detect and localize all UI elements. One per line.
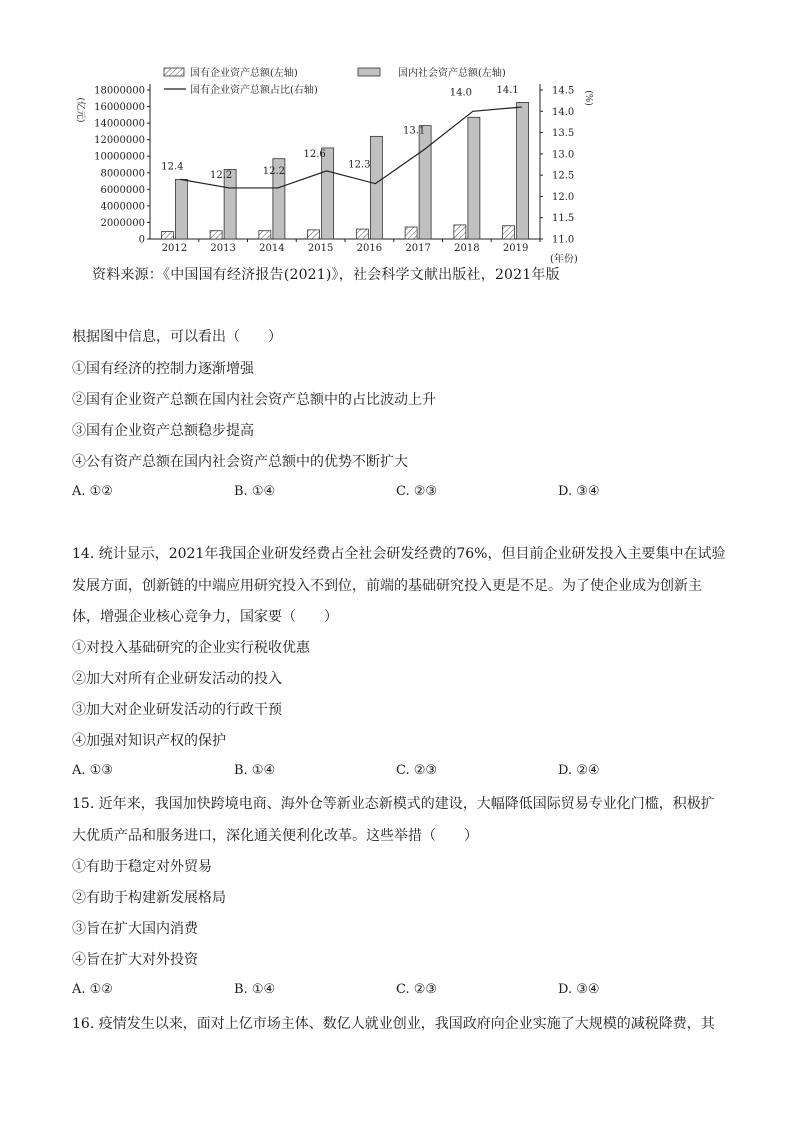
left-axis-label: (亿元) [75,97,85,123]
bar-state-assets [356,229,368,239]
chart-axes [75,84,594,265]
q15-option-d[interactable]: D. ③④ [558,982,600,997]
left-tick-label: 0 [138,234,145,246]
q14-line-1: 14. 统计显示，2021年我国企业研发经费占全社会研发经费的76%，但目前企业研发投入主要集中在试验 [72,546,726,562]
bar-state-assets [405,227,417,239]
bar-social-assets [468,117,480,239]
bar-state-assets [161,232,173,239]
q16-line-1: 16. 疫情发生以来，面对上亿市场主体、数亿人就业创业，我国政府向企业实施了大规模的减税降费，其 [72,1016,715,1032]
share-data-label: 14.1 [496,85,519,97]
share-point [375,183,376,184]
x-tick-label: 2013 [210,243,236,254]
q15-option-b[interactable]: B. ①④ [234,982,276,997]
q13-option-b[interactable]: B. ①④ [234,484,276,499]
legend-label-social-assets: 国内社会资产总额(左轴) [398,68,506,79]
share-point [521,107,522,108]
q14-item-3: ③加大对企业研发活动的行政干预 [72,702,282,718]
left-tick-label: 2000000 [100,217,145,229]
share-data-label: 12.4 [161,161,184,173]
right-tick-label: 11.5 [552,213,575,225]
bar-state-assets [454,225,466,239]
q14-option-a[interactable]: A. ①③ [72,763,113,778]
q13-item-3: ③国有企业资产总额稳步提高 [72,423,254,439]
q13-option-d[interactable]: D. ③④ [558,484,600,499]
bar-state-assets [308,230,320,239]
q15-item-3: ③旨在扩大国内消费 [72,921,198,937]
q14-item-4: ④加强对知识产权的保护 [72,733,226,749]
bar-social-assets [517,102,529,239]
share-data-label: 13.1 [402,125,426,137]
x-tick-label: 2017 [405,243,431,254]
x-tick-label: 2018 [454,243,480,254]
legend-swatch-social-assets [358,68,380,76]
right-tick-label: 13.0 [552,149,575,161]
q14-option-c[interactable]: C. ②③ [396,763,438,778]
right-tick-label: 12.5 [552,170,575,182]
q15-item-4: ④旨在扩大对外投资 [72,952,198,968]
right-tick-label: 14.5 [552,85,575,97]
left-tick-label: 8000000 [100,168,145,180]
left-tick-label: 16000000 [94,102,145,114]
asset-chart [68,58,598,270]
share-point [180,179,181,180]
right-axis-label: (%) [583,90,593,106]
q15-item-2: ②有助于构建新发展格局 [72,890,226,906]
right-tick-label: 14.0 [552,106,575,118]
share-data-label: 14.0 [449,87,473,99]
x-tick-label: 2016 [356,243,383,254]
share-data-label: 12.3 [348,159,371,171]
q13-item-1: ①国有经济的控制力逐渐增强 [72,361,254,377]
bar-social-assets [419,126,431,239]
right-tick-label: 12.0 [552,191,575,203]
share-point [277,187,278,188]
chart-source: 资料来源：《中国国有经济报告(2021)》，社会科学文献出版社，2021年版 [92,267,560,283]
q14-item-1: ①对投入基础研究的企业实行税收优惠 [72,640,310,656]
q14-item-2: ②加大对所有企业研发活动的投入 [72,671,282,687]
bar-state-assets [210,231,222,239]
q15-option-a[interactable]: A. ①② [72,982,113,997]
left-tick-label: 12000000 [94,135,145,147]
q14-option-b[interactable]: B. ①④ [234,763,276,778]
q13-option-a[interactable]: A. ①② [72,484,113,499]
q14-option-d[interactable]: D. ②④ [558,763,600,778]
bar-social-assets [322,148,334,239]
q15-line-1: 15. 近年来，我国加快跨境电商、海外仓等新业态新模式的建设，大幅降低国际贸易专业化门槛，积极扩 [72,796,715,812]
q15-line-2: 大优质产品和服务进口，深化通关便利化改革。这些举措（ ） [72,828,478,844]
share-point [472,111,473,112]
bar-social-assets [370,136,382,239]
bar-state-assets [259,231,271,239]
share-point [326,170,327,171]
q13-stem: 根据图中信息，可以看出（ ） [72,329,282,345]
q15-item-1: ①有助于稳定对外贸易 [72,859,212,875]
share-data-label: 12.6 [303,148,326,160]
left-tick-label: 4000000 [100,201,145,213]
left-tick-label: 14000000 [94,118,145,130]
q15-option-c[interactable]: C. ②③ [396,982,438,997]
q14-line-3: 体，增强企业核心竞争力，国家要（ ） [72,609,338,625]
q13-item-4: ④公有资产总额在国内社会资产总额中的优势不断扩大 [72,454,408,470]
share-data-label: 12.2 [209,169,233,181]
x-tick-label: 2014 [259,243,285,254]
bar-social-assets [175,179,187,239]
legend-swatch-state-assets [164,68,184,76]
share-point [424,149,425,150]
right-tick-label: 11.0 [552,234,575,246]
q13-item-2: ②国有企业资产总额在国内社会资产总额中的占比波动上升 [72,392,436,408]
x-tick-label: 2012 [161,243,188,254]
q14-line-2: 发展方面，创新链的中端应用研究投入不到位，前端的基础研究投入更是不足。为了使企业成为创新主 [72,578,702,594]
x-tick-label: 2015 [307,243,334,254]
left-tick-label: 6000000 [100,184,145,196]
q13-option-c[interactable]: C. ②③ [396,484,438,499]
share-point [229,187,230,188]
bar-state-assets [503,226,515,239]
x-tick-label: 2019 [502,243,529,254]
legend-label-state-assets: 国有企业资产总额(左轴) [190,68,298,79]
x-axis-label: (年份) [550,254,578,265]
right-tick-label: 13.5 [552,128,575,140]
left-tick-label: 18000000 [94,85,145,97]
share-data-label: 12.2 [262,165,286,177]
legend-label-share-line: 国有企业资产总额占比(右轴) [190,85,318,96]
left-tick-label: 10000000 [94,151,145,163]
